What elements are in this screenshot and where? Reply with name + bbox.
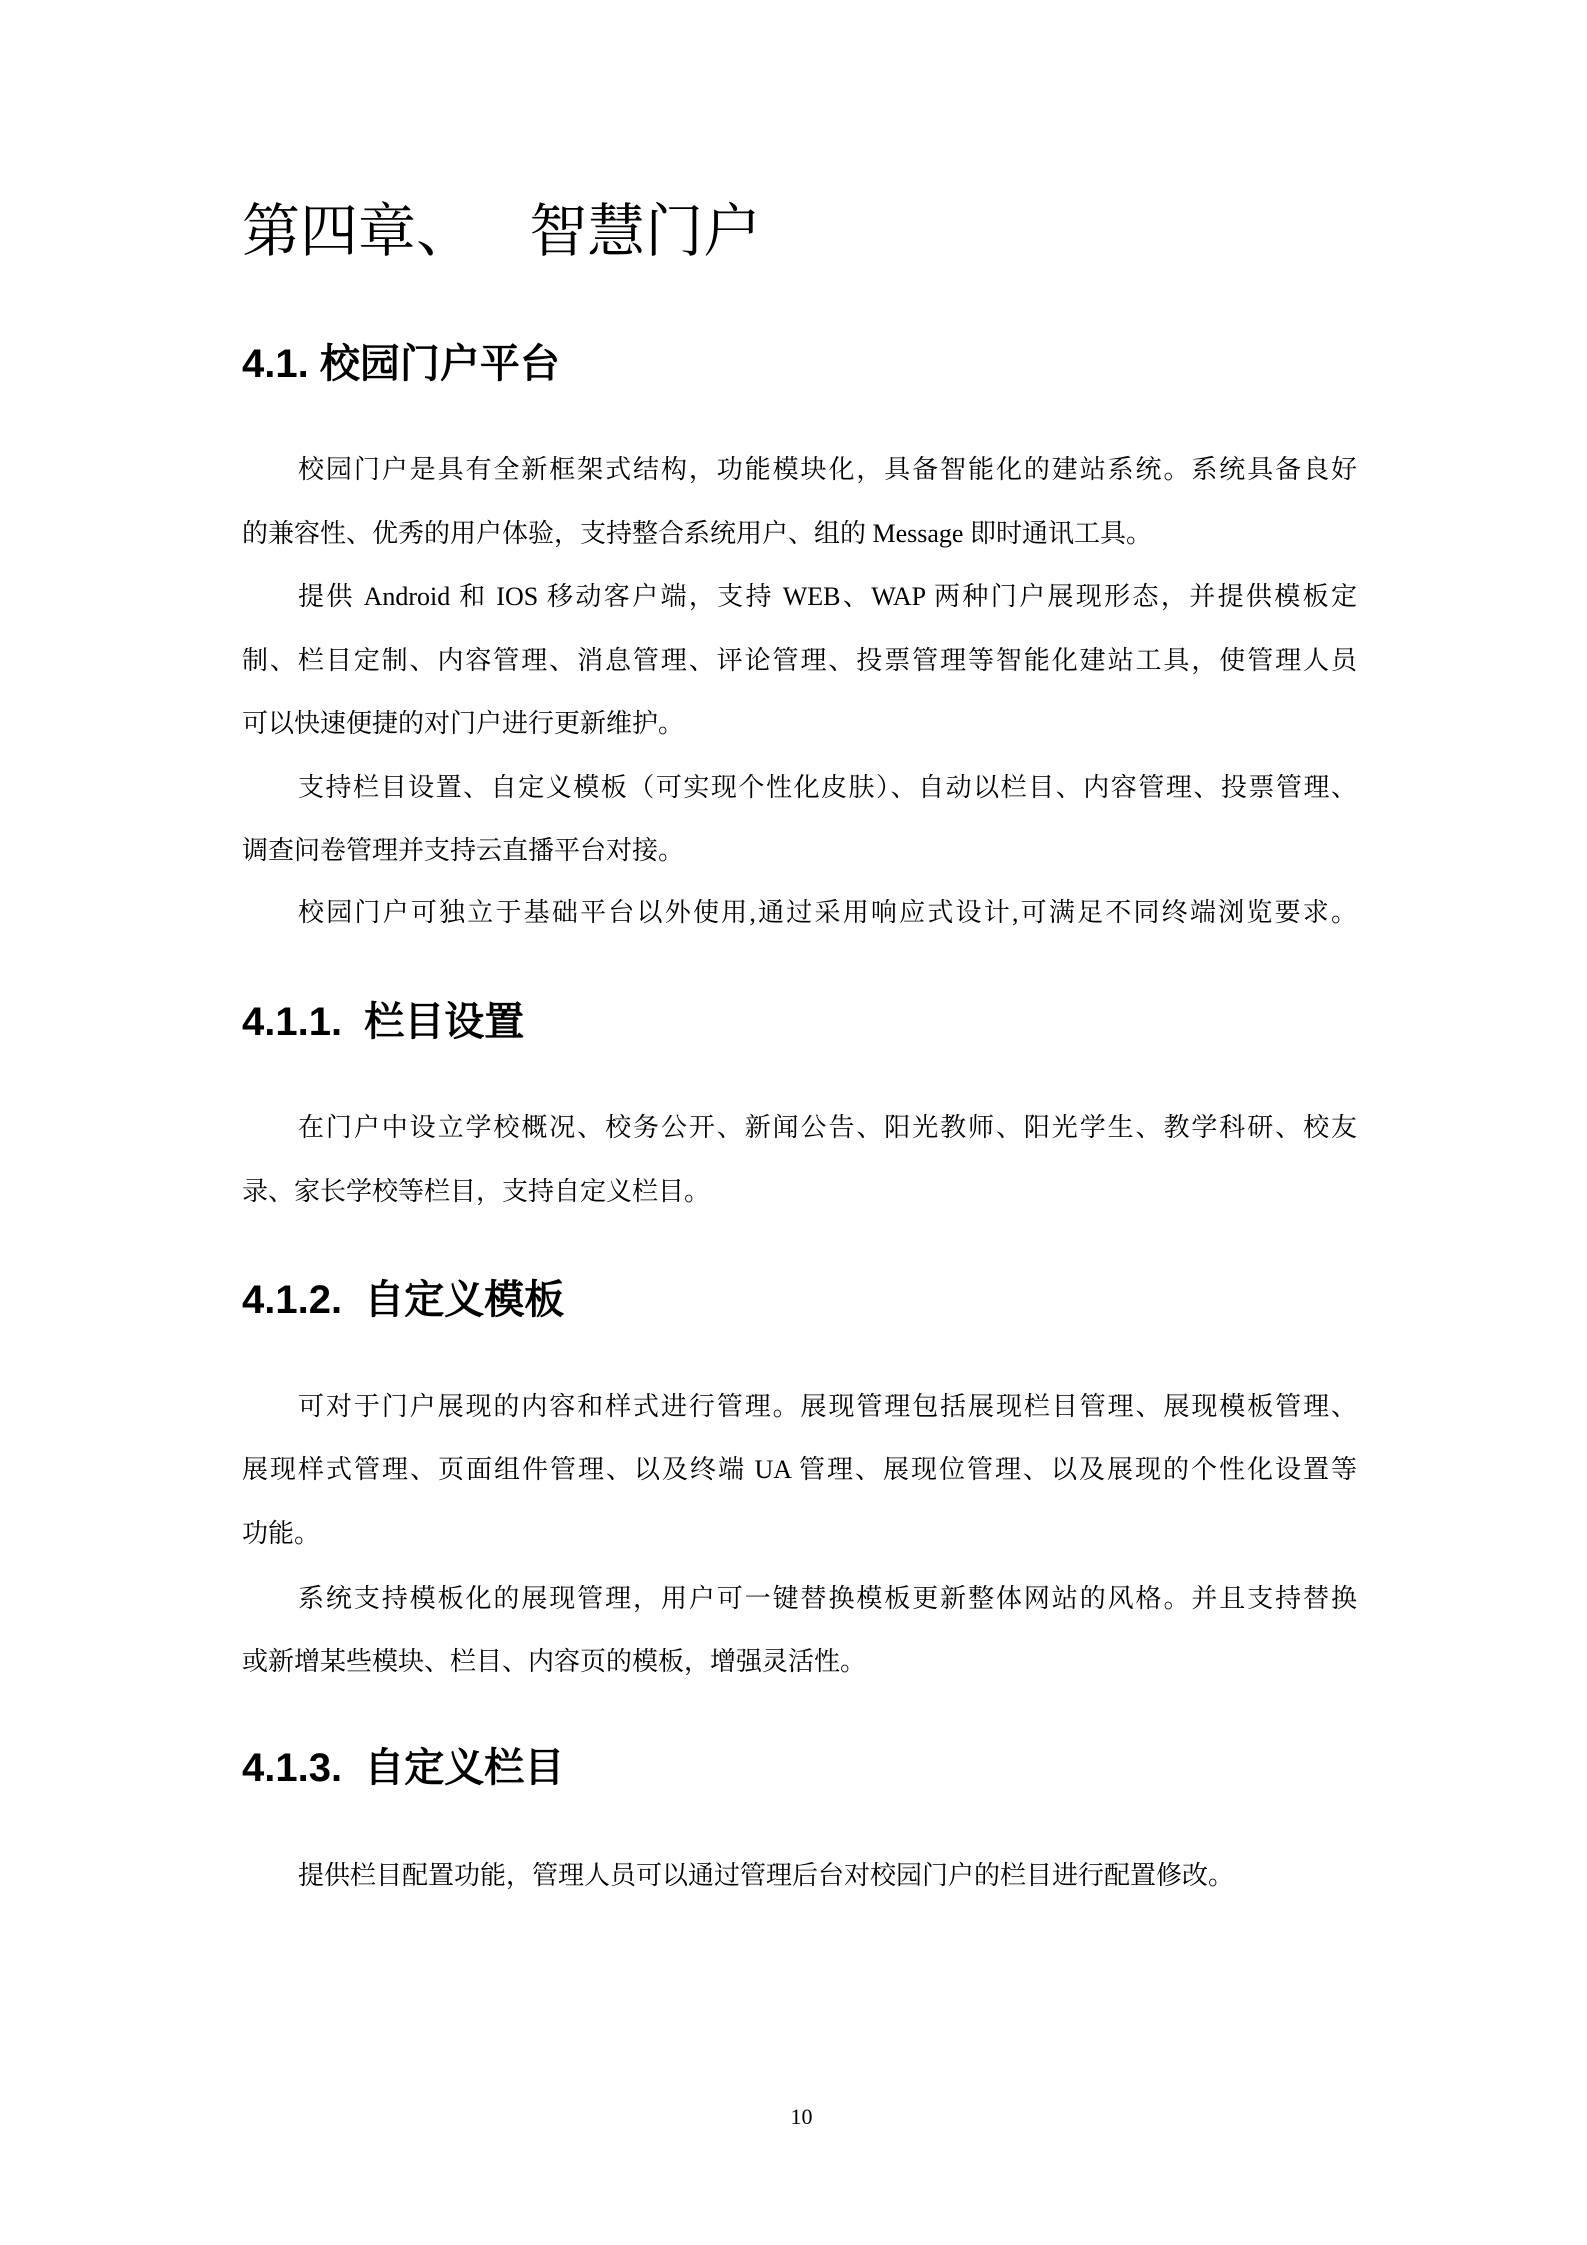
paragraph-line: 可以快速便捷的对门户进行更新维护。 [242,709,685,738]
paragraph-line: 展现样式管理、页面组件管理、以及终端 UA 管理、展现位管理、以及展现的个性化设置等 [242,1455,1357,1484]
paragraph-line: 的兼容性、优秀的用户体验，支持整合系统用户、组的 Message 即时通讯工具。 [242,519,1152,548]
paragraph-line: 提供栏目配置功能，管理人员可以通过管理后台对校园门户的栏目进行配置修改。 [298,1861,1235,1890]
paragraph-line: 校园门户可独立于基础平台以外使用,通过采用响应式设计,可满足不同终端浏览要求。 [298,898,1357,927]
paragraph-line: 支持栏目设置、自定义模板（可实现个性化皮肤）、自动以栏目、内容管理、投票管理、 [298,773,1357,802]
page-number: 10 [790,2104,813,2129]
paragraph-line: 功能。 [242,1519,321,1548]
subsection-heading: 4.1.2. 自定义模板 [242,1278,565,1322]
paragraph-line: 或新增某些模块、栏目、内容页的模板，增强灵活性。 [242,1647,867,1676]
paragraph-line: 系统支持模板化的展现管理，用户可一键替换模板更新整体网站的风格。并且支持替换 [298,1584,1357,1613]
paragraph-line: 提供 Android 和 IOS 移动客户端，支持 WEB、WAP 两种门户展现形态，并提供模板定 [298,582,1357,611]
paragraph-line: 校园门户是具有全新框架式结构，功能模块化，具备智能化的建站系统。系统具备良好 [298,455,1357,484]
subsection-heading: 4.1.3. 自定义栏目 [242,1746,565,1790]
paragraph-line: 可对于门户展现的内容和样式进行管理。展现管理包括展现栏目管理、展现模板管理、 [298,1392,1357,1421]
paragraph-line: 录、家长学校等栏目，支持自定义栏目。 [242,1177,711,1206]
subsection-heading: 4.1.1. 栏目设置 [242,1000,525,1044]
paragraph-line: 在门户中设立学校概况、校务公开、新闻公告、阳光教师、阳光学生、教学科研、校友 [298,1113,1357,1142]
paragraph-line: 调查问卷管理并支持云直播平台对接。 [242,836,685,865]
chapter-title: 第四章、 智慧门户 [242,197,762,265]
paragraph-line: 制、栏目定制、内容管理、消息管理、评论管理、投票管理等智能化建站工具，使管理人员 [242,646,1357,675]
section-heading: 4.1. 校园门户平台 [242,342,560,386]
